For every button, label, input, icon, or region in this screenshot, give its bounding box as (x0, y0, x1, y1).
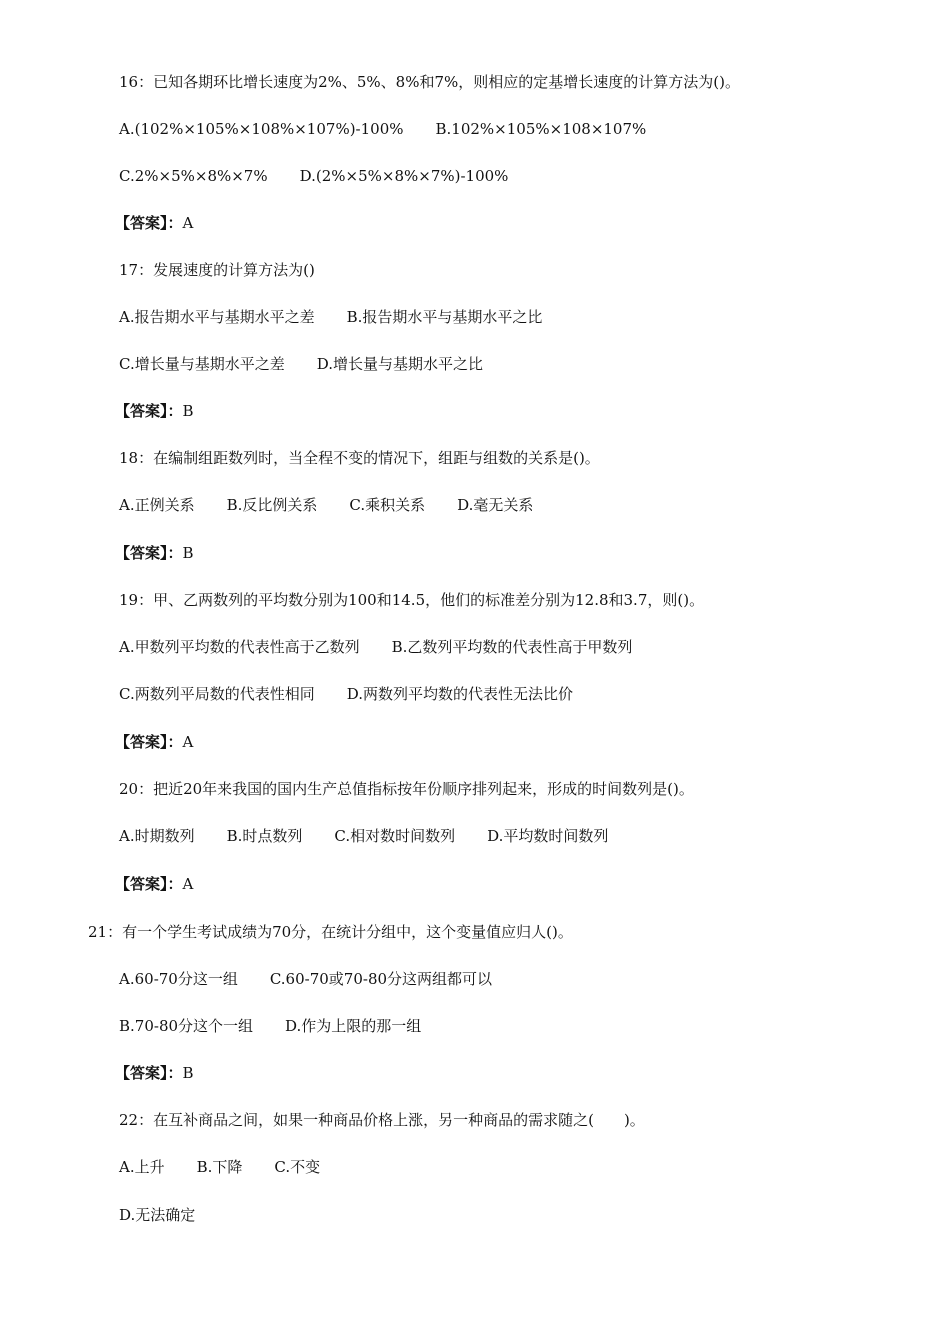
question-17-answer (115, 401, 194, 421)
option-d: D.(2%×5%×8%×7%)-100% (299, 167, 509, 185)
answer-value: B (182, 544, 194, 562)
question-19-options-row-2 (119, 684, 573, 704)
option-b: B.时点数列 (226, 827, 303, 845)
option-c: C.两数列平局数的代表性相同 (119, 685, 315, 703)
option-d: D.两数列平均数的代表性无法比价 (346, 685, 573, 703)
question-16-options-row-1 (119, 119, 646, 139)
question-16-answer (115, 213, 194, 233)
option-b: B.102%×105%×108×107% (435, 120, 647, 138)
option-b: B.报告期水平与基期水平之比 (346, 308, 543, 326)
option-a: A.甲数列平均数的代表性高于乙数列 (119, 638, 360, 656)
question-19-stem: 19：甲、乙两数列的平均数分别为100和14.5，他们的标准差分别为12.8和3.7，则()。 (119, 591, 705, 609)
option-c: C.乘积关系 (349, 496, 426, 514)
question-21-stem: 21：有一个学生考试成绩为70分，在统计分组中，这个变量值应归人()。 (88, 923, 573, 941)
question-18-answer (115, 543, 194, 563)
option-d: D.平均数时间数列 (487, 827, 609, 845)
question-17-options-row-2 (119, 354, 483, 374)
option-b: B.乙数列平均数的代表性高于甲数列 (391, 638, 633, 656)
option-c: C.2%×5%×8%×7% (119, 167, 268, 185)
question-22-options-row-1 (119, 1157, 320, 1177)
option-a: A.报告期水平与基期水平之差 (119, 308, 315, 326)
answer-label: 【答案】： (115, 733, 183, 751)
question-16-stem: 16：已知各期环比增长速度为2%、5%、8%和7%，则相应的定基增长速度的计算方法为()。 (119, 73, 740, 91)
option-c: C.相对数时间数列 (334, 827, 456, 845)
option-d: D.毫无关系 (457, 496, 534, 514)
question-19-answer (115, 732, 194, 752)
answer-value: A (182, 733, 194, 751)
option-a: A.(102%×105%×108%×107%)-100% (119, 120, 404, 138)
option-d: D.增长量与基期水平之比 (316, 355, 483, 373)
question-19-options-row-1 (119, 637, 632, 657)
answer-label: 【答案】： (115, 544, 183, 562)
answer-value: A (182, 214, 194, 232)
answer-label: 【答案】： (115, 1064, 183, 1082)
question-17-stem: 17：发展速度的计算方法为() (119, 261, 315, 279)
option-d: D.作为上限的那一组 (285, 1017, 422, 1035)
option-b: B.下降 (196, 1158, 243, 1176)
option-a: A.正例关系 (119, 496, 195, 514)
answer-value: B (182, 402, 194, 420)
question-21-options-row-2 (119, 1016, 421, 1036)
answer-label: 【答案】： (115, 875, 183, 893)
answer-value: A (182, 875, 194, 893)
answer-label: 【答案】： (115, 402, 183, 420)
option-a: A.时期数列 (119, 827, 195, 845)
option-a: A.60-70分这一组 (119, 970, 238, 988)
question-20-stem: 20：把近20年来我国的国内生产总值指标按年份顺序排列起来，形成的时间数列是()。 (119, 780, 694, 798)
option-d: D.无法确定 (119, 1206, 196, 1224)
question-22-stem: 22：在互补商品之间，如果一种商品价格上涨，另一种商品的需求随之( )。 (119, 1111, 645, 1129)
answer-value: B (182, 1064, 194, 1082)
question-21-answer (115, 1063, 194, 1083)
question-18-stem: 18：在编制组距数列时，当全程不变的情况下，组距与组数的关系是()。 (119, 449, 600, 467)
question-21-options-row-1 (119, 969, 492, 989)
option-b: B.70-80分这个一组 (119, 1017, 254, 1035)
option-c: C.增长量与基期水平之差 (119, 355, 285, 373)
question-17-options-row-1 (119, 307, 542, 327)
question-20-options-row-1 (119, 826, 608, 846)
question-16-options-row-2 (119, 166, 508, 186)
question-18-options-row-1 (119, 495, 533, 515)
option-a: A.上升 (119, 1158, 165, 1176)
answer-label: 【答案】： (115, 214, 183, 232)
option-c: C.60-70或70-80分这两组都可以 (269, 970, 493, 988)
question-22-options-row-2 (119, 1205, 195, 1225)
option-b: B.反比例关系 (226, 496, 318, 514)
question-20-answer (115, 874, 194, 894)
option-c: C.不变 (274, 1158, 321, 1176)
